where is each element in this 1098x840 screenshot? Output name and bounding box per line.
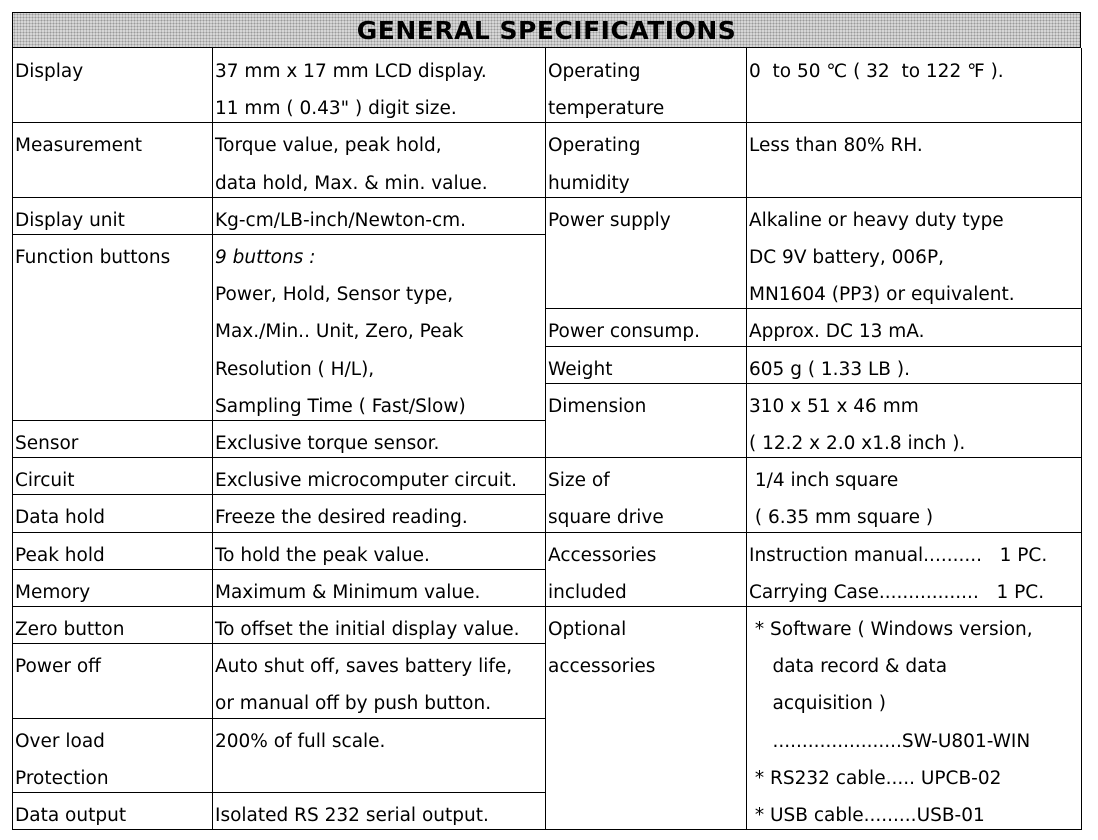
spec-value-text: Exclusive torque sensor. [215, 433, 440, 454]
spec-label-cell [12, 643, 212, 717]
spec-label-cell [545, 606, 746, 829]
spec-value-cell [746, 48, 1081, 122]
spec-value-text: 37 mm x 17 mm LCD display. [215, 61, 487, 82]
spec-label-text: Size of [548, 470, 610, 492]
spec-label-cell [545, 383, 746, 457]
column-divider [212, 48, 213, 829]
spec-value-cell [212, 197, 545, 234]
spec-value-cell [746, 383, 1081, 457]
spec-value-text: Power, Hold, Sensor type, [215, 284, 454, 306]
spec-value-text: Sampling Time ( Fast/Slow) [215, 395, 466, 417]
spec-label-text: Power consump. [548, 321, 701, 343]
spec-value-cell [212, 569, 545, 606]
spec-label-cell [12, 532, 212, 569]
spec-value-cell [212, 122, 545, 196]
spec-label-cell [12, 569, 212, 606]
spec-value-cell [746, 197, 1081, 309]
spec-value-text: Approx. DC 13 mA. [749, 321, 925, 343]
spec-value-text: MN1604 (PP3) or equivalent. [749, 284, 1015, 306]
column-divider [1081, 48, 1082, 829]
spec-value-text: or manual off by push button. [215, 693, 492, 715]
spec-label-text: Power supply [548, 209, 671, 231]
spec-value-cell [746, 122, 1081, 196]
spec-label-cell [12, 234, 212, 420]
column-divider [545, 48, 546, 829]
spec-value-text: Resolution ( H/L), [215, 358, 375, 380]
spec-value-text: Auto shut off, saves battery life, [215, 656, 513, 678]
spec-label-cell [545, 457, 746, 531]
spec-label-cell [545, 197, 746, 309]
spec-label-cell [12, 48, 212, 122]
column-divider [12, 48, 13, 829]
spec-value-text: 605 g ( 1.33 LB ). [749, 358, 910, 380]
spec-value-text: To offset the initial display value. [215, 619, 520, 640]
spec-value-text: Torque value, peak hold, [215, 135, 442, 157]
spec-value-text: To hold the peak value. [215, 544, 430, 566]
spec-value-text: Instruction manual.......... 1 PC. [749, 544, 1048, 566]
spec-label-text: square drive [548, 507, 664, 529]
spec-label-cell [12, 197, 212, 234]
spec-label-text: Power off [15, 656, 101, 678]
spec-value-text: Carrying Case................. 1 PC. [749, 581, 1045, 603]
spec-label-cell [12, 792, 212, 829]
spec-value-cell [212, 234, 545, 420]
spec-label-text: Protection [15, 767, 109, 789]
spec-label-text: temperature [548, 98, 665, 120]
spec-label-cell [545, 48, 746, 122]
spec-value-cell [212, 48, 545, 122]
spec-value-text: 0 to 50 ℃ ( 32 to 122 ℉ ). [749, 61, 1004, 82]
spec-value-text: * RS232 cable..... UPCB-02 [749, 767, 1002, 789]
spec-value-text: Maximum & Minimum value. [215, 581, 481, 603]
spec-label-text: Circuit [15, 470, 75, 492]
spec-value-text: ......................SW-U801-WIN [749, 730, 1031, 752]
spec-label-text: Optional [548, 619, 627, 640]
spec-value-text: 1/4 inch square [749, 470, 899, 492]
spec-value-cell [212, 718, 545, 792]
spec-label-text: Over load [15, 730, 105, 752]
spec-value-text: Less than 80% RH. [749, 135, 923, 157]
spec-value-text: ( 12.2 x 2.0 x1.8 inch ). [749, 432, 966, 454]
spec-value-cell [212, 457, 545, 494]
spec-label-text: accessories [548, 656, 656, 678]
spec-value-text: 11 mm ( 0.43" ) digit size. [215, 98, 457, 120]
spec-value-cell [746, 606, 1081, 829]
spec-value-text: Alkaline or heavy duty type [749, 209, 1004, 231]
spec-label-text: Peak hold [15, 544, 105, 566]
spec-label-text: Memory [15, 581, 91, 603]
spec-value-text: data hold, Max. & min. value. [215, 172, 488, 194]
spec-value-text: Max./Min.. Unit, Zero, Peak [215, 321, 464, 343]
spec-label-text: Dimension [548, 395, 647, 417]
spec-label-text: Display unit [15, 209, 125, 231]
title-text: GENERAL SPECIFICATIONS [356, 16, 737, 45]
spec-value-cell [746, 308, 1081, 345]
spec-label-text: Zero button [15, 619, 125, 640]
spec-label-cell [545, 122, 746, 196]
spec-value-text: DC 9V battery, 006P, [749, 246, 944, 268]
spec-value-cell [212, 494, 545, 531]
spec-value-cell [212, 643, 545, 717]
spec-value-text: acquisition ) [749, 693, 886, 715]
spec-label-cell [545, 308, 746, 345]
spec-value-text: * Software ( Windows version, [749, 619, 1033, 640]
spec-label-cell [12, 420, 212, 457]
spec-label-cell [12, 457, 212, 494]
spec-value-text: Isolated RS 232 serial output. [215, 805, 489, 826]
spec-value-text: * USB cable.........USB-01 [749, 805, 985, 826]
spec-value-cell [212, 532, 545, 569]
spec-label-text: Operating [548, 135, 641, 157]
spec-label-text: Data hold [15, 507, 105, 529]
spec-value-cell [212, 420, 545, 457]
spec-label-text: Data output [15, 805, 127, 826]
spec-label-cell [12, 606, 212, 643]
spec-label-text: humidity [548, 172, 630, 194]
spec-value-text: ( 6.35 mm square ) [749, 507, 934, 529]
spec-label-cell [12, 494, 212, 531]
spec-value-cell [746, 346, 1081, 383]
spec-value-cell [746, 457, 1081, 531]
column-divider [746, 48, 747, 829]
spec-value-cell [212, 792, 545, 829]
spec-value-cell [746, 532, 1081, 606]
spec-label-cell [12, 718, 212, 792]
spec-label-cell [545, 346, 746, 383]
spec-label-text: Weight [548, 358, 613, 380]
spec-label-text: Function buttons [15, 247, 171, 268]
row-divider [12, 829, 1082, 830]
spec-value-text: data record & data [749, 656, 948, 678]
spec-value-text: 9 buttons : [215, 247, 316, 268]
spec-value-text: 310 x 51 x 46 mm [749, 395, 919, 417]
spec-label-cell [12, 122, 212, 196]
spec-value-text: Exclusive microcomputer circuit. [215, 470, 517, 492]
spec-label-text: Accessories [548, 544, 657, 566]
spec-label-text: included [548, 581, 627, 603]
spec-label-cell [545, 532, 746, 606]
spec-value-text: 200% of full scale. [215, 730, 386, 752]
spec-label-text: Display [15, 61, 84, 82]
spec-label-text: Operating [548, 61, 641, 82]
spec-value-cell [212, 606, 545, 643]
spec-value-text: Kg-cm/LB-inch/Newton-cm. [215, 209, 467, 231]
spec-label-text: Measurement [15, 135, 143, 157]
spec-label-text: Sensor [15, 433, 79, 454]
spec-value-text: Freeze the desired reading. [215, 507, 468, 529]
